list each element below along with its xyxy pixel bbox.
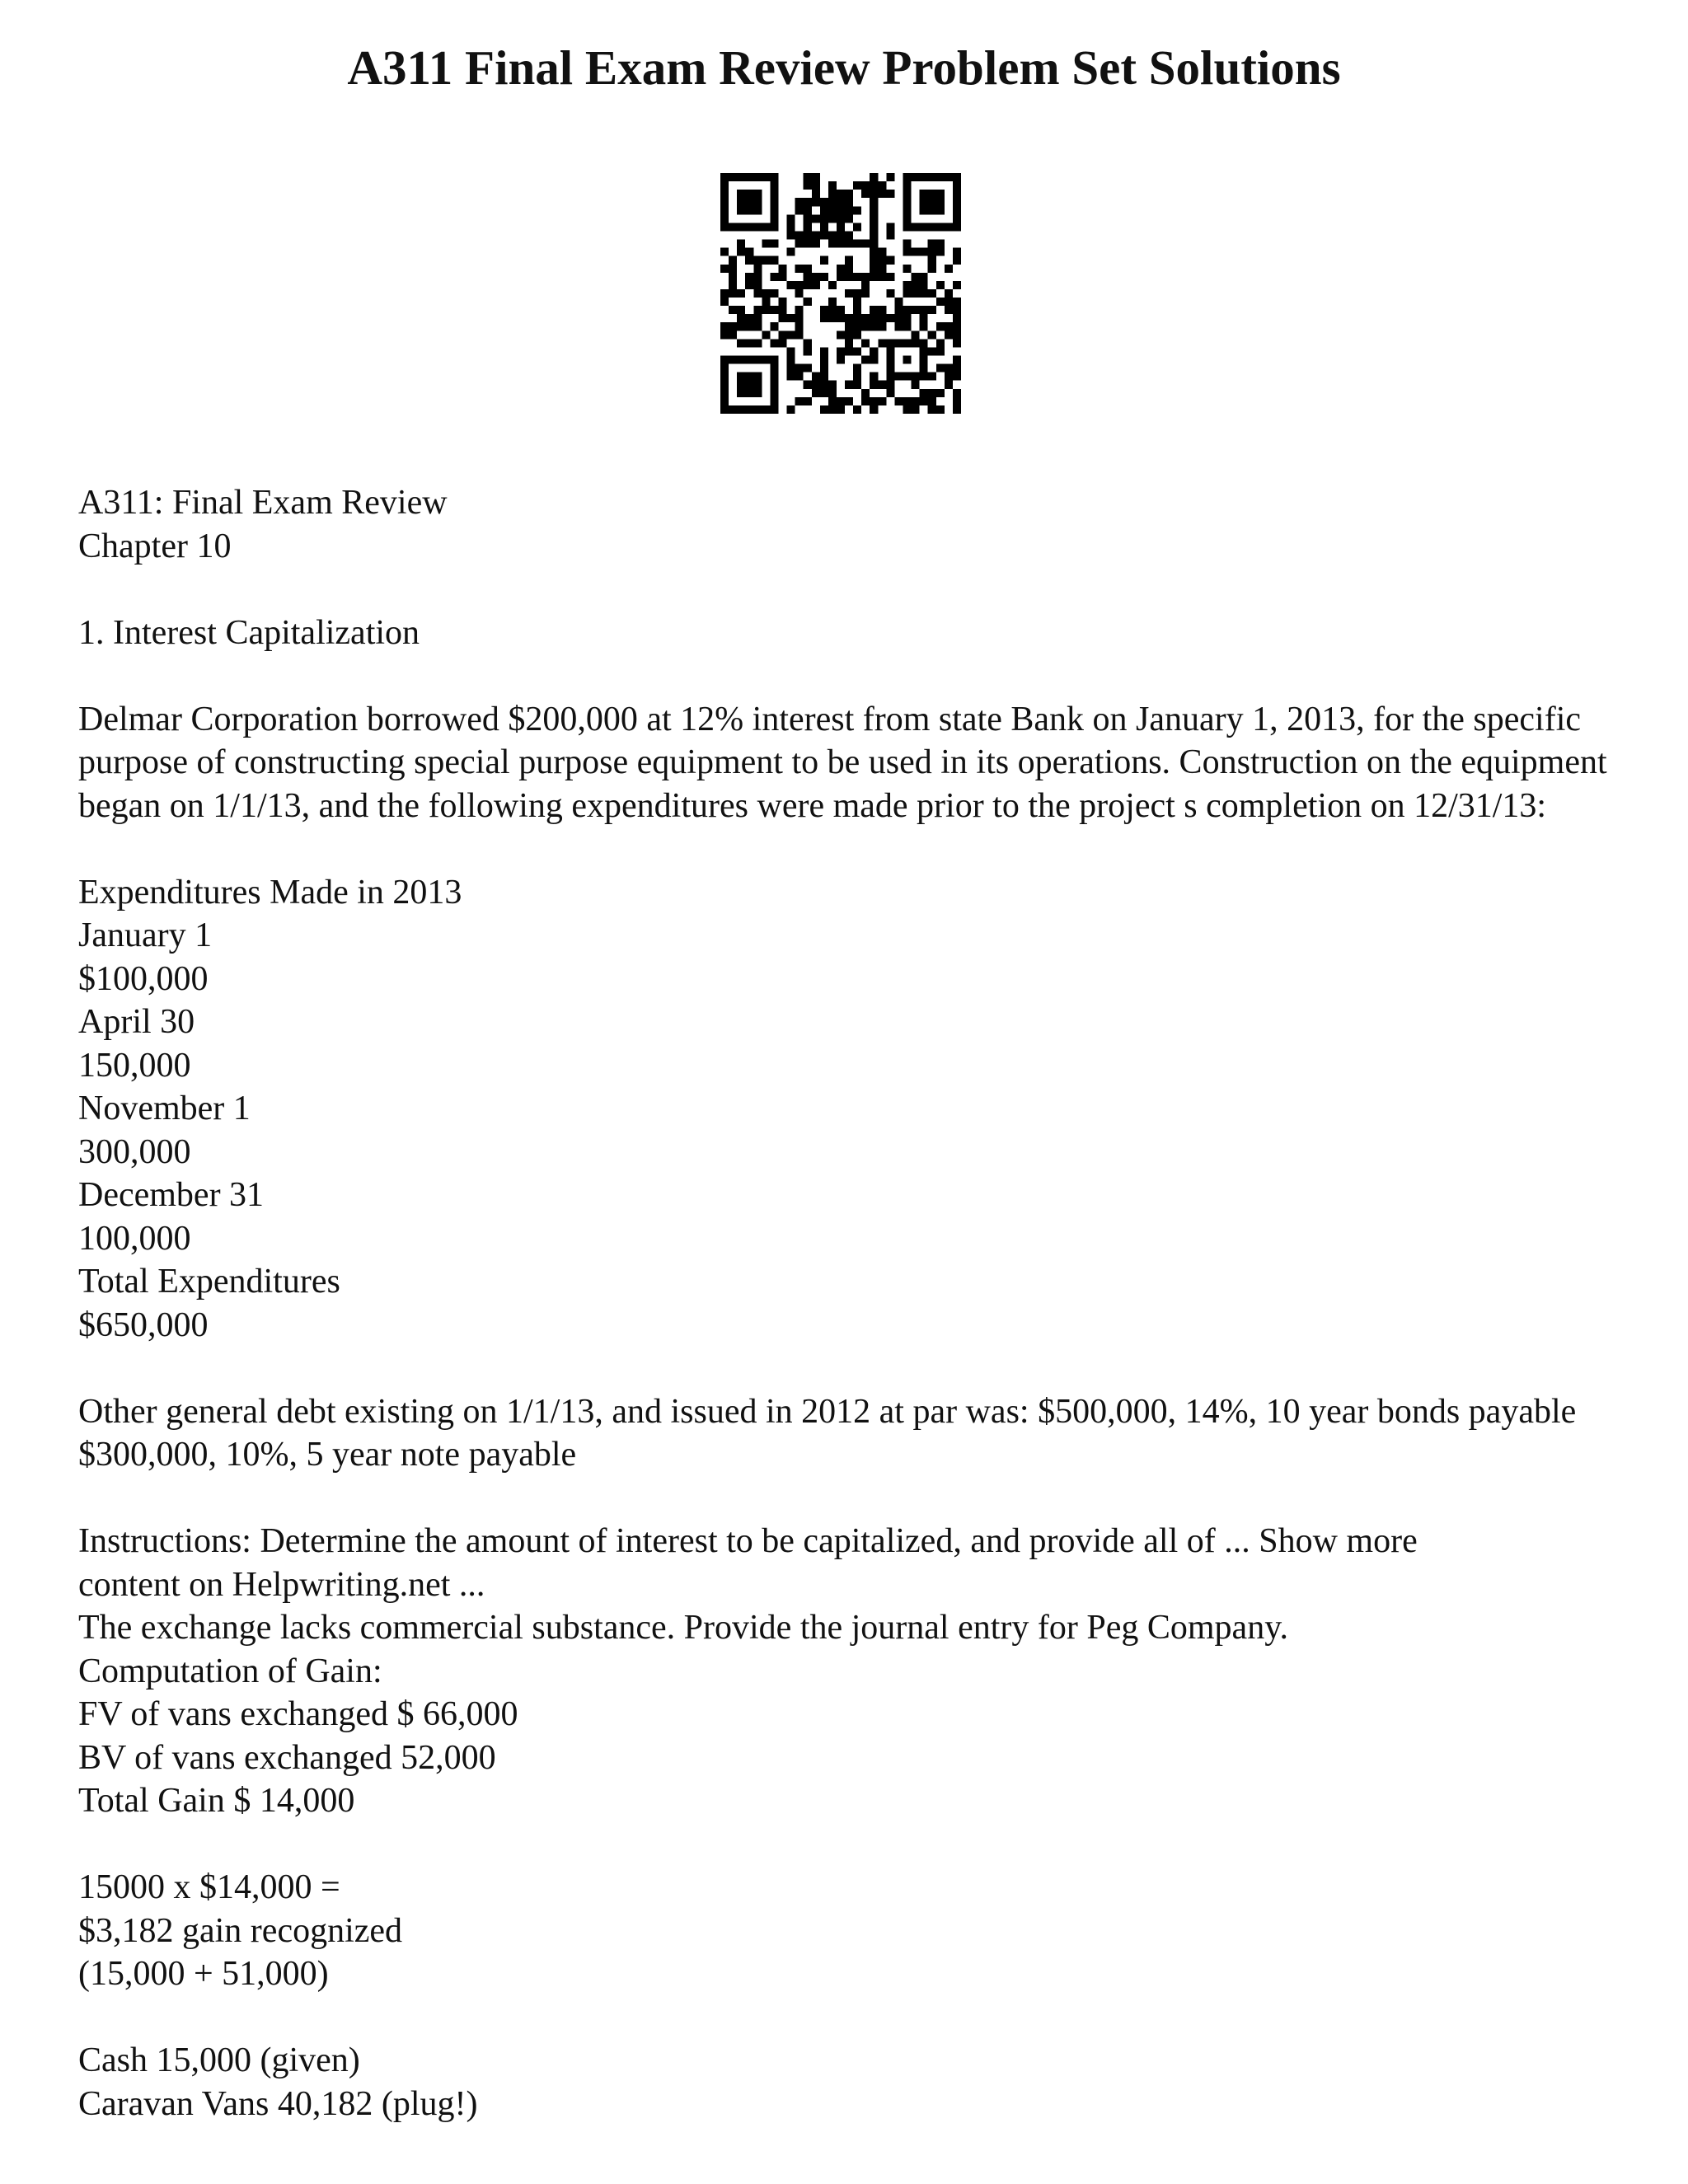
gain-heading: Computation of Gain:	[78, 1652, 382, 1690]
expenditures-heading: Expenditures Made in 2013	[78, 873, 462, 912]
journal-line: Cash 15,000 (given)	[78, 2041, 360, 2079]
calc-line: $3,182 gain recognized	[78, 1911, 403, 1950]
expenditure-date: November 1	[78, 1090, 251, 1127]
total-expenditures-label: Total Expenditures	[78, 1263, 340, 1301]
instructions-line: content on Helpwriting.net ...	[78, 1565, 485, 1604]
calc-line: (15,000 + 51,000)	[78, 1955, 329, 1993]
expenditure-date: April 30	[78, 1003, 195, 1041]
course-title: A311: Final Exam Review	[78, 484, 448, 522]
gain-row: Total Gain $ 14,000	[78, 1782, 355, 1820]
expenditure-amount: 150,000	[78, 1046, 191, 1085]
chapter-label: Chapter 10	[78, 527, 232, 565]
total-expenditures-amount: $650,000	[78, 1305, 209, 1344]
qr-code	[720, 173, 961, 414]
qr-code-graphic	[720, 173, 961, 414]
expenditure-date: January 1	[78, 916, 213, 954]
other-debt-paragraph: Other general debt existing on 1/1/13, and issued in 2012 at par was: $500,000, 14%, 10 year bonds payable $300,000, 10%, 5 year note payable	[78, 1392, 1577, 1474]
section-heading: 1. Interest Capitalization	[78, 613, 420, 652]
expenditure-amount: $100,000	[78, 959, 209, 998]
document-body	[78, 481, 1611, 2125]
expenditure-amount: 100,000	[78, 1219, 191, 1258]
problem-statement: Delmar Corporation borrowed $200,000 at 12% interest from state Bank on January 1, 2013, for the specific purpose of constructing special purpose equipment to be used in its operations. Construction on the equipment began on 1/1/13, and the following expenditures were made prior to the project s completion on 12/31/13:	[78, 700, 1607, 825]
exchange-note: The exchange lacks commercial substance. Provide the journal entry for Peg Company.	[78, 1609, 1288, 1647]
instructions-line: Instructions: Determine the amount of interest to be capitalized, and provide all of ... Show more	[78, 1522, 1418, 1560]
journal-line: Caravan Vans 40,182 (plug!)	[78, 2084, 478, 2123]
expenditure-date: December 31	[78, 1176, 265, 1214]
page-title: A311 Final Exam Review Problem Set Solutions	[347, 40, 1341, 95]
calc-line: 15000 x $14,000 =	[78, 1868, 340, 1906]
gain-row: BV of vans exchanged 52,000	[78, 1738, 496, 1777]
expenditure-amount: 300,000	[78, 1132, 191, 1171]
gain-row: FV of vans exchanged $ 66,000	[78, 1695, 518, 1733]
